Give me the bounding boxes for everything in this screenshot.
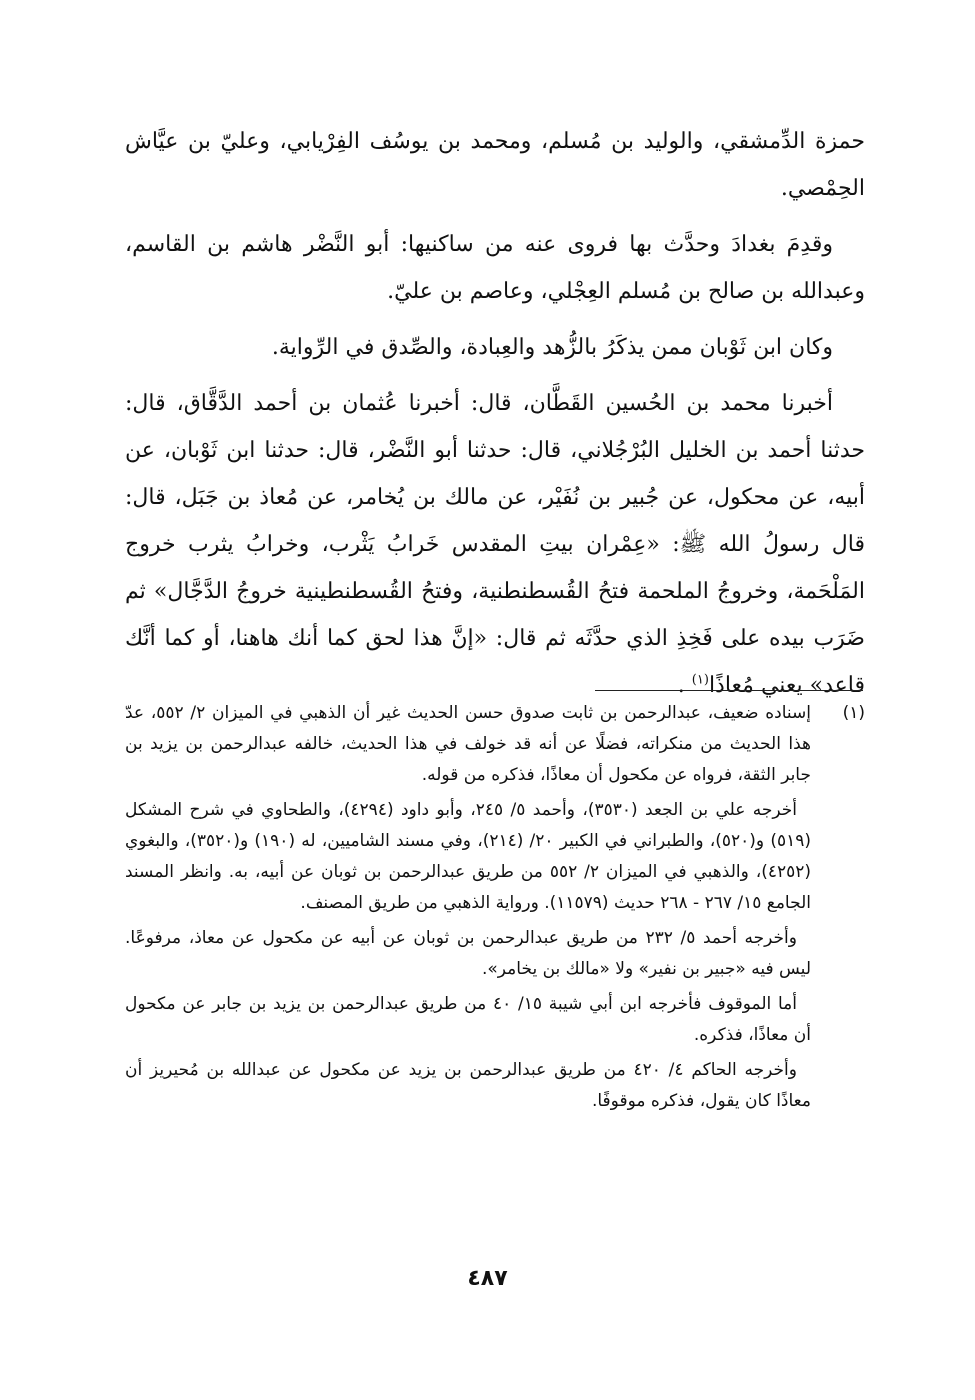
footnote-paragraph-isnad: إسناده ضعيف، عبدالرحمن بن ثابت صدوق حسن الحديث غير أن الذهبي في الميزان ٢/ ٥٥٢، عدّ هذا الحديث من منكراته، فضلًا عن أنه قد خولف في هذا الحديث، خالفه عبدالرحمن بن يزيد بن جابر الثقة، فرواه عن مكحول أن معاذًا، فذكره من قوله. (125, 703, 811, 785)
hadith-end-mark: . (677, 673, 692, 698)
paragraph-hadith (125, 380, 865, 709)
footnotes-section (125, 698, 865, 1121)
footnote-number: (١) (842, 703, 865, 723)
paragraph-asceticism: وكان ابن ثَوْبان ممن يذكَرُ بالزُّهد والعِبادة، والصِّدق في الرِّواية. (271, 335, 833, 360)
hadith-text: أخبرنا محمد بن الحُسين القَطَّان، قال: أخبرنا عُثمان بن أحمد الدَّقَّاق، قال: حدثنا أحمد بن الخليل البُرْجُلاني، قال: حدثنا أبو النَّضْر، قال: حدثنا ابن ثَوْبان، عن أبيه، عن محكول، عن جُبير بن نُفَيْر، عن مالك بن يُخامر، عن مُعاذ بن جَبَل، قال: قال رسولُ الله ﷺ: «عِمْران بيتِ المقدس خَرابُ يَثْرب، وخرابُ يثرب خروج المَلْحَمة، وخروجُ الملحمة فتحُ القُسطنطنية، وفتحُ القُسطنطينية خروجُ الدَّجَّال» ثم ضَرَب بيده على فَخِذِ الذي حدَّثَه ثم قال: «إنَّ هذا لحق كما أنك هاهنا، أو كما أنَّك قاعد» يعني مُعاذًا (125, 391, 865, 698)
footnote-body (125, 698, 811, 1121)
main-text-body (125, 118, 865, 709)
page-number: ٤٨٧ (467, 1266, 508, 1291)
footnote-reference[interactable]: (١) (691, 672, 709, 688)
paragraph-narrators: حمزة الدِّمشقي، والوليد بن مُسلم، ومحمد بن يوسُف الفِرْيابي، وعليّ بن عيَّاش الحِمْصي. (125, 129, 865, 201)
footnote-paragraph-mawquf: أما الموقوف فأخرجه ابن أبي شيبة ١٥/ ٤٠ من طريق عبدالرحمن بن يزيد بن جابر عن مكحول أن معاذًا، فذكره. (125, 994, 811, 1045)
footnote-paragraph-takhrij: أخرجه علي بن الجعد (٣٥٣٠)، وأحمد ٥/ ٢٤٥، وأبو داود (٤٢٩٤)، والطحاوي في شرح المشكل (٥١٩) و(٥٢٠)، والطبراني في الكبير ٢٠/ (٢١٤)، وفي مسند الشاميين، له (١٩٠) و(٣٥٢٠)، والبغوي (٤٢٥٢)، والذهبي في الميزان ٢/ ٥٥٢ من طريق عبدالرحمن بن ثوبان عن أبيه، به. وانظر المسند الجامع ١٥/ ٢٦٧ - ٢٦٨ حديث (١١٥٧٩). ورواية الذهبي من طريق المصنف. (125, 800, 812, 913)
paragraph-baghdad: وقدِمَ بغدادَ وحدَّث بها فروى عنه من ساكنيها: أبو النَّضْر هاشم بن القاسم، وعبدالله بن صالح بن مُسلم العِجْلي، وعاصم بن عليّ. (125, 232, 865, 304)
footnote-paragraph-hakim: وأخرجه الحاكم ٤/ ٤٢٠ من طريق عبدالرحمن بن يزيد عن مكحول عن عبدالله بن مُحيريز أن معاذًا كان يقول، فذكره موقوفًا. (125, 1060, 811, 1111)
footnote-separator (595, 690, 863, 691)
footnote-1 (125, 698, 865, 1121)
footnote-paragraph-ahmad: وأخرجه أحمد ٥/ ٢٣٢ من طريق عبدالرحمن بن ثوبان عن أبيه عن مكحول عن معاذ، مرفوعًا. ليس فيه «جبير بن نفير» ولا «مالك بن يخامر». (125, 928, 811, 979)
